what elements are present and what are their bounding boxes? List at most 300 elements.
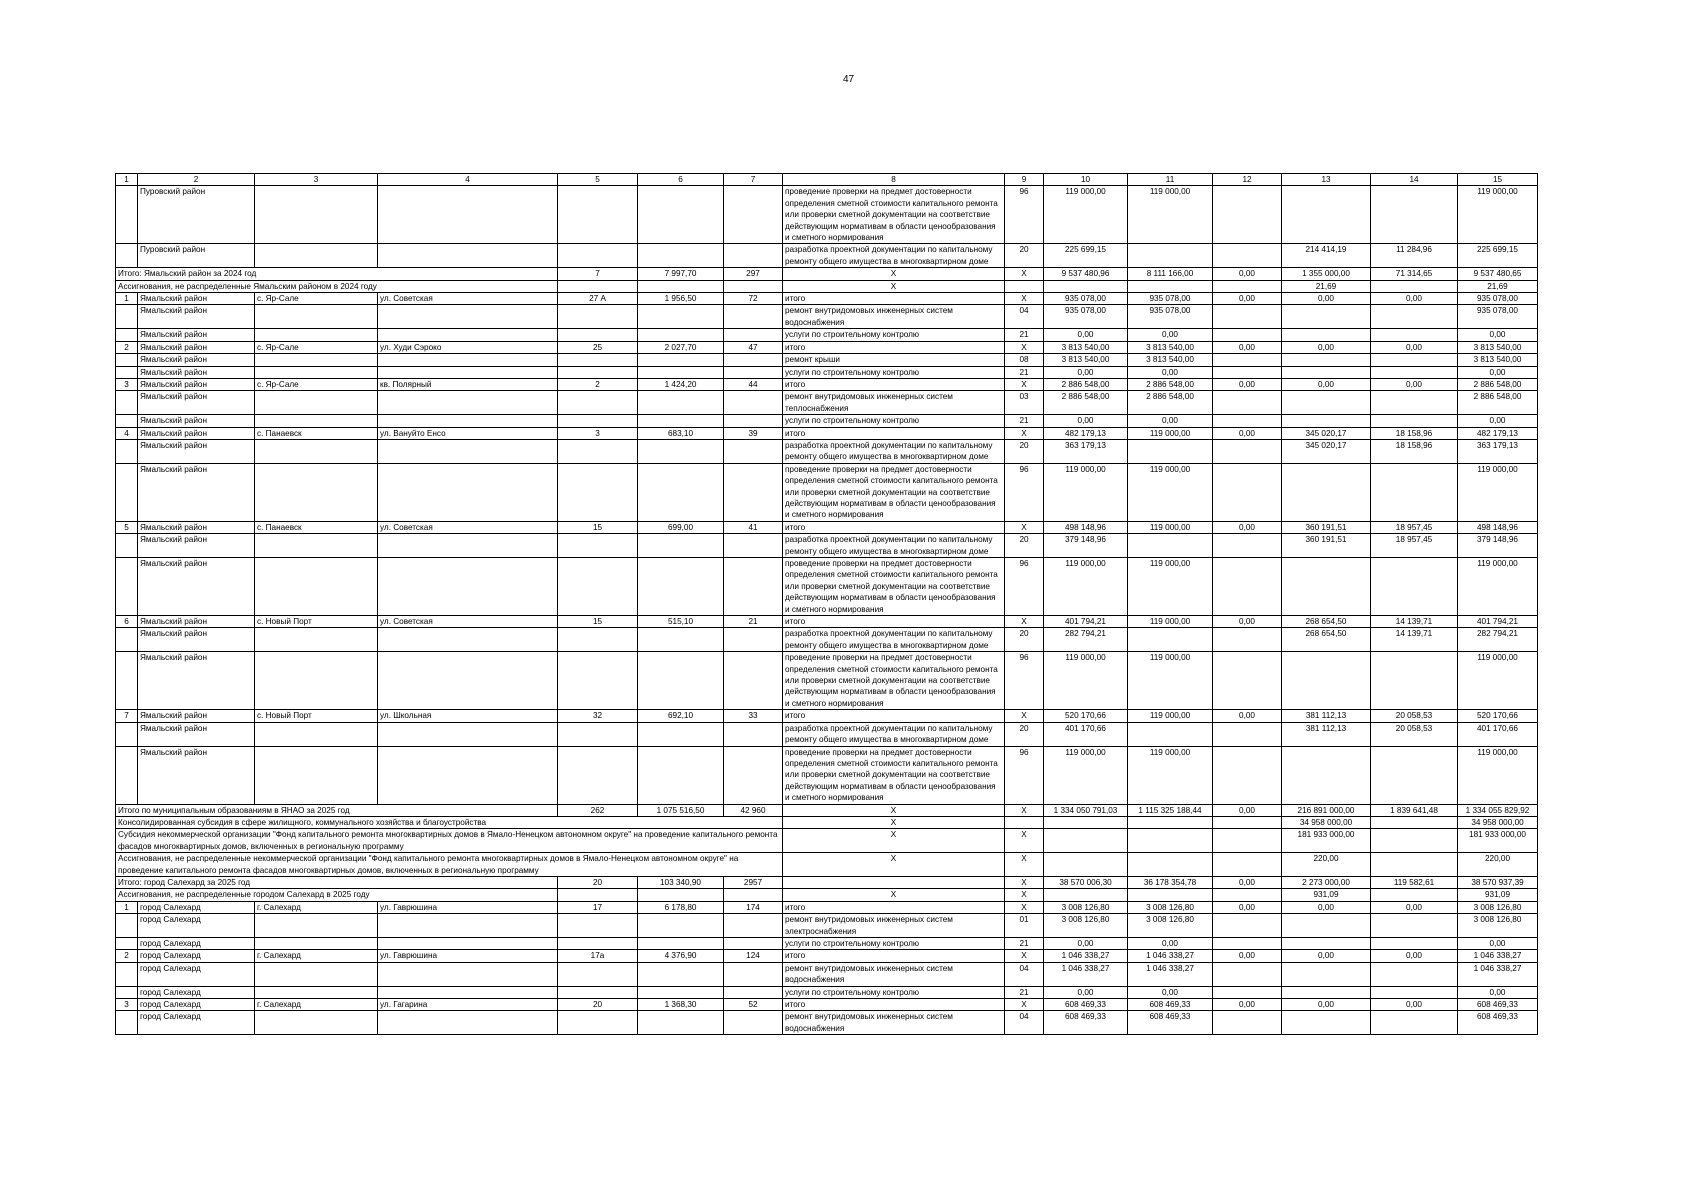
table-cell <box>1213 853 1282 877</box>
table-cell: услуги по строительному контролю <box>783 938 1005 950</box>
table-row <box>116 280 1538 292</box>
table-cell: 18 957,45 <box>1371 521 1458 533</box>
table-cell: 5 <box>116 521 138 533</box>
table-cell: Ямальский район <box>138 378 255 390</box>
table-cell: 04 <box>1005 962 1044 986</box>
table-cell <box>724 914 783 938</box>
table-cell <box>1213 816 1282 828</box>
table-cell <box>255 914 378 938</box>
table-row <box>116 938 1538 950</box>
table-cell <box>1282 938 1371 950</box>
table-cell: 17 <box>558 901 638 913</box>
table-cell: 931,09 <box>1282 889 1371 901</box>
table-row <box>116 415 1538 427</box>
table-cell: город Салехард <box>138 999 255 1011</box>
table-cell <box>116 391 138 415</box>
table-cell <box>1044 816 1128 828</box>
table-cell: X <box>1005 804 1044 816</box>
table-cell <box>1371 329 1458 341</box>
table-cell <box>1213 439 1282 463</box>
table-cell: с. Яр-Сале <box>255 293 378 305</box>
table-cell: итого <box>783 521 1005 533</box>
table-cell: 0,00 <box>1213 427 1282 439</box>
table-cell: 214 414,19 <box>1282 244 1371 268</box>
table-cell <box>1282 652 1371 710</box>
table-cell: 119 000,00 <box>1128 746 1213 804</box>
table-cell: X <box>1005 378 1044 390</box>
table-cell <box>638 305 724 329</box>
table-cell <box>724 746 783 804</box>
table-cell <box>116 415 138 427</box>
table-cell: X <box>1005 889 1044 901</box>
table-cell: 2 <box>116 950 138 962</box>
table-cell: 20 <box>1005 534 1044 558</box>
table-cell: разработка проектной документации по капитальному ремонту общего имущества в многоквартирном доме <box>783 534 1005 558</box>
table-cell: Ямальский район <box>138 628 255 652</box>
table-cell <box>378 1011 558 1035</box>
table-cell <box>724 415 783 427</box>
table-cell <box>724 244 783 268</box>
table-cell: 1 368,30 <box>638 999 724 1011</box>
table-cell: разработка проектной документации по капитальному ремонту общего имущества в многоквартирном доме <box>783 439 1005 463</box>
table-cell: 0,00 <box>1213 710 1282 722</box>
table-cell <box>1128 628 1213 652</box>
table-cell: X <box>1005 341 1044 353</box>
table-cell <box>1005 280 1044 292</box>
budget-table <box>115 173 1538 1035</box>
table-cell <box>1282 463 1371 521</box>
table-cell <box>1282 914 1371 938</box>
table-cell: 683,10 <box>638 427 724 439</box>
table-cell <box>724 1011 783 1035</box>
table-cell: 0,00 <box>1213 341 1282 353</box>
table-cell <box>1282 415 1371 427</box>
table-row <box>116 816 1538 828</box>
table-cell: 0,00 <box>1128 938 1213 950</box>
table-cell <box>378 962 558 986</box>
table-cell: проведение проверки на предмет достоверности определения сметной стоимости капитального ремонта или проверки сметной документации на соответствие действующим нормативам в области ценообразования и сметного нормирования <box>783 463 1005 521</box>
table-cell: 119 000,00 <box>1044 746 1128 804</box>
table-cell <box>724 534 783 558</box>
table-cell: 3 813 540,00 <box>1044 341 1128 353</box>
column-number: 5 <box>558 174 638 186</box>
table-cell: 33 <box>724 710 783 722</box>
table-row <box>116 962 1538 986</box>
table-cell: 38 570 937,39 <box>1458 876 1538 888</box>
table-cell: 3 008 126,80 <box>1044 914 1128 938</box>
table-cell: итого <box>783 710 1005 722</box>
table-cell <box>638 439 724 463</box>
table-cell: 21 <box>1005 329 1044 341</box>
table-cell: 119 000,00 <box>1128 616 1213 628</box>
table-cell <box>724 628 783 652</box>
table-cell: 119 000,00 <box>1128 463 1213 521</box>
table-cell: 520 170,66 <box>1458 710 1538 722</box>
table-cell: проведение проверки на предмет достоверности определения сметной стоимости капитального ремонта или проверки сметной документации на соответствие действующим нормативам в области ценообразования и сметного нормирования <box>783 186 1005 244</box>
table-cell: 0,00 <box>1213 293 1282 305</box>
table-cell: проведение проверки на предмет достоверности определения сметной стоимости капитального ремонта или проверки сметной документации на соответствие действующим нормативам в области ценообразования и сметного нормирования <box>783 558 1005 616</box>
table-cell: 3 008 126,80 <box>1128 901 1213 913</box>
table-cell <box>1371 415 1458 427</box>
table-cell: 0,00 <box>1371 901 1458 913</box>
table-cell <box>1371 829 1458 853</box>
table-cell: Ямальский район <box>138 415 255 427</box>
table-row <box>116 652 1538 710</box>
table-cell <box>638 354 724 366</box>
table-row <box>116 329 1538 341</box>
table-cell: 21 <box>724 616 783 628</box>
table-cell: 2957 <box>724 876 783 888</box>
table-cell: 7 <box>558 268 638 280</box>
table-cell: с. Яр-Сале <box>255 378 378 390</box>
table-cell: Ямальский район <box>138 354 255 366</box>
table-cell: 1 046 338,27 <box>1458 950 1538 962</box>
table-cell: 1 115 325 188,44 <box>1128 804 1213 816</box>
table-cell: г. Салехард <box>255 901 378 913</box>
table-cell <box>378 366 558 378</box>
table-cell: X <box>783 889 1005 901</box>
table-cell: 20 <box>558 876 638 888</box>
table-cell: 3 008 126,80 <box>1128 914 1213 938</box>
table-cell <box>1282 558 1371 616</box>
table-cell <box>1128 244 1213 268</box>
table-cell <box>1213 829 1282 853</box>
table-cell: 17а <box>558 950 638 962</box>
column-number: 14 <box>1371 174 1458 186</box>
table-cell <box>116 186 138 244</box>
table-row <box>116 378 1538 390</box>
table-cell: 1 839 641,48 <box>1371 804 1458 816</box>
table-cell: 0,00 <box>1213 268 1282 280</box>
summary-label: Итого: город Салехард за 2025 год <box>116 876 558 888</box>
table-cell: проведение проверки на предмет достоверности определения сметной стоимости капитального ремонта или проверки сметной документации на соответствие действующим нормативам в области ценообразования и сметного нормирования <box>783 652 1005 710</box>
table-cell: 608 469,33 <box>1044 999 1128 1011</box>
table-cell: 119 000,00 <box>1458 652 1538 710</box>
table-cell: 0,00 <box>1044 938 1128 950</box>
table-cell: 935 078,00 <box>1128 293 1213 305</box>
table-cell: Ямальский район <box>138 366 255 378</box>
table-cell: 20 <box>1005 244 1044 268</box>
table-cell <box>1128 853 1213 877</box>
table-cell: 482 179,13 <box>1044 427 1128 439</box>
table-cell: X <box>783 853 1005 877</box>
table-cell: X <box>1005 293 1044 305</box>
table-cell: 3 <box>558 427 638 439</box>
table-cell <box>558 558 638 616</box>
table-cell: город Салехард <box>138 962 255 986</box>
table-cell: ул. Худи Сэроко <box>378 341 558 353</box>
table-cell: 47 <box>724 341 783 353</box>
table-cell: 119 000,00 <box>1044 186 1128 244</box>
table-cell <box>558 280 638 292</box>
summary-label: Субсидия некоммерческой организации "Фонд капитального ремонта многоквартирных домов в Ямало-Ненецком автономном округе" на проведение капитального ремонта фасадов многоквартирных домов, включенных в региональную программу <box>116 829 783 853</box>
table-cell: город Салехард <box>138 901 255 913</box>
table-cell <box>558 329 638 341</box>
table-row <box>116 901 1538 913</box>
table-row <box>116 391 1538 415</box>
table-cell <box>1282 962 1371 986</box>
table-row <box>116 722 1538 746</box>
table-cell: 0,00 <box>1282 950 1371 962</box>
table-cell: X <box>1005 268 1044 280</box>
table-cell <box>638 722 724 746</box>
table-cell <box>1128 816 1213 828</box>
table-row <box>116 558 1538 616</box>
table-cell <box>558 354 638 366</box>
table-cell <box>638 914 724 938</box>
table-cell: услуги по строительному контролю <box>783 329 1005 341</box>
table-cell: Ямальский район <box>138 329 255 341</box>
table-cell: 119 000,00 <box>1044 463 1128 521</box>
table-cell <box>378 914 558 938</box>
table-cell: 36 178 354,78 <box>1128 876 1213 888</box>
table-cell <box>1128 280 1213 292</box>
table-cell: 1 046 338,27 <box>1128 950 1213 962</box>
table-cell: 124 <box>724 950 783 962</box>
table-cell: 38 570 006,30 <box>1044 876 1128 888</box>
table-cell <box>1282 329 1371 341</box>
table-cell <box>1005 816 1044 828</box>
table-cell <box>1213 889 1282 901</box>
table-row <box>116 427 1538 439</box>
table-cell: 608 469,33 <box>1458 999 1538 1011</box>
table-cell: 04 <box>1005 305 1044 329</box>
table-cell: 345 020,17 <box>1282 439 1371 463</box>
table-cell <box>378 354 558 366</box>
table-cell: ул. Советская <box>378 616 558 628</box>
table-cell: Ямальский район <box>138 558 255 616</box>
table-cell: 71 314,65 <box>1371 268 1458 280</box>
table-cell <box>558 186 638 244</box>
table-cell: 11 284,96 <box>1371 244 1458 268</box>
table-row <box>116 829 1538 853</box>
table-cell: X <box>783 280 1005 292</box>
table-cell <box>1213 415 1282 427</box>
table-cell: ремонт внутридомовых инженерных систем водоснабжения <box>783 305 1005 329</box>
table-cell <box>378 534 558 558</box>
column-number: 2 <box>138 174 255 186</box>
table-cell: город Салехард <box>138 938 255 950</box>
table-cell <box>1213 280 1282 292</box>
table-cell <box>255 652 378 710</box>
table-cell <box>1044 280 1128 292</box>
table-cell: Ямальский район <box>138 652 255 710</box>
table-cell: 119 000,00 <box>1128 558 1213 616</box>
table-cell <box>558 746 638 804</box>
table-cell <box>558 439 638 463</box>
column-number: 6 <box>638 174 724 186</box>
table-cell <box>255 558 378 616</box>
table-cell <box>1371 391 1458 415</box>
table-cell: 0,00 <box>1458 366 1538 378</box>
table-cell: 15 <box>558 616 638 628</box>
table-cell <box>116 329 138 341</box>
table-cell: Ямальский район <box>138 521 255 533</box>
table-cell <box>1371 889 1458 901</box>
table-cell <box>1044 889 1128 901</box>
table-row <box>116 463 1538 521</box>
table-cell <box>638 280 724 292</box>
column-number-row <box>116 174 1538 186</box>
table-cell <box>255 534 378 558</box>
table-cell <box>724 652 783 710</box>
table-cell <box>1371 746 1458 804</box>
table-cell: 0,00 <box>1044 986 1128 998</box>
table-cell <box>378 439 558 463</box>
table-cell <box>558 244 638 268</box>
table-cell: ул. Вануйто Енсо <box>378 427 558 439</box>
table-cell: ул. Советская <box>378 521 558 533</box>
table-cell <box>116 986 138 998</box>
table-cell: 20 058,53 <box>1371 710 1458 722</box>
table-cell: город Салехард <box>138 914 255 938</box>
table-cell <box>116 534 138 558</box>
table-cell <box>255 938 378 950</box>
table-cell: 2 <box>116 341 138 353</box>
table-cell <box>1213 938 1282 950</box>
table-row <box>116 305 1538 329</box>
table-cell <box>378 463 558 521</box>
table-cell <box>1213 722 1282 746</box>
table-cell <box>558 534 638 558</box>
table-cell <box>638 391 724 415</box>
table-cell: 0,00 <box>1128 986 1213 998</box>
table-cell: 699,00 <box>638 521 724 533</box>
table-cell: 282 794,21 <box>1458 628 1538 652</box>
table-row <box>116 914 1538 938</box>
table-cell: 3 813 540,00 <box>1458 354 1538 366</box>
table-cell <box>638 628 724 652</box>
table-cell: Ямальский район <box>138 710 255 722</box>
table-cell <box>724 463 783 521</box>
table-cell: 21 <box>1005 366 1044 378</box>
table-cell: ул. Советская <box>378 293 558 305</box>
table-row <box>116 293 1538 305</box>
table-cell: услуги по строительному контролю <box>783 366 1005 378</box>
table-cell <box>724 938 783 950</box>
table-cell: 03 <box>1005 391 1044 415</box>
table-cell: 2 886 548,00 <box>1458 391 1538 415</box>
table-cell: 3 <box>116 378 138 390</box>
table-cell <box>558 938 638 950</box>
table-cell: 119 000,00 <box>1044 558 1128 616</box>
table-cell: 498 148,96 <box>1044 521 1128 533</box>
table-cell <box>255 186 378 244</box>
table-cell <box>255 366 378 378</box>
table-cell: 96 <box>1005 463 1044 521</box>
table-cell: 3 813 540,00 <box>1458 341 1538 353</box>
table-cell: 20 058,53 <box>1371 722 1458 746</box>
table-cell <box>1371 558 1458 616</box>
table-cell: 220,00 <box>1458 853 1538 877</box>
table-cell <box>116 463 138 521</box>
table-cell <box>638 986 724 998</box>
table-cell <box>1213 746 1282 804</box>
table-cell: 119 000,00 <box>1458 558 1538 616</box>
table-cell: 52 <box>724 999 783 1011</box>
table-cell <box>638 652 724 710</box>
table-cell: г. Салехард <box>255 950 378 962</box>
table-cell <box>638 329 724 341</box>
table-cell: X <box>783 804 1005 816</box>
table-cell <box>638 244 724 268</box>
table-cell <box>724 439 783 463</box>
table-cell: 96 <box>1005 746 1044 804</box>
table-cell <box>1282 354 1371 366</box>
table-cell <box>116 558 138 616</box>
table-cell: 401 794,21 <box>1458 616 1538 628</box>
summary-label: Ассигнования, не распределенные Ямальским районом в 2024 году <box>116 280 558 292</box>
table-cell: X <box>1005 999 1044 1011</box>
table-cell <box>255 986 378 998</box>
table-cell <box>558 889 638 901</box>
table-cell <box>638 962 724 986</box>
table-cell: 181 933 000,00 <box>1458 829 1538 853</box>
table-cell <box>255 746 378 804</box>
table-cell <box>638 463 724 521</box>
table-row <box>116 889 1538 901</box>
table-cell <box>724 280 783 292</box>
table-cell: 0,00 <box>1213 616 1282 628</box>
table-cell: 2 273 000,00 <box>1282 876 1371 888</box>
table-cell: 401 794,21 <box>1044 616 1128 628</box>
table-cell: с. Новый Порт <box>255 616 378 628</box>
table-cell: 0,00 <box>1213 378 1282 390</box>
table-cell <box>378 746 558 804</box>
table-cell: итого <box>783 293 1005 305</box>
table-cell <box>116 652 138 710</box>
table-cell: 0,00 <box>1371 378 1458 390</box>
table-cell: 608 469,33 <box>1044 1011 1128 1035</box>
table-cell: 482 179,13 <box>1458 427 1538 439</box>
table-cell: 345 020,17 <box>1282 427 1371 439</box>
table-cell <box>724 986 783 998</box>
table-cell: 2 886 548,00 <box>1044 391 1128 415</box>
table-cell: X <box>1005 876 1044 888</box>
table-cell <box>1128 829 1213 853</box>
table-cell: 0,00 <box>1044 415 1128 427</box>
table-cell: 262 <box>558 804 638 816</box>
table-cell: 14 139,71 <box>1371 616 1458 628</box>
table-cell <box>1128 534 1213 558</box>
table-cell <box>1213 914 1282 938</box>
table-cell: 119 000,00 <box>1128 710 1213 722</box>
table-cell: 3 813 540,00 <box>1128 354 1213 366</box>
table-row <box>116 746 1538 804</box>
table-row <box>116 628 1538 652</box>
table-cell: 21 <box>1005 986 1044 998</box>
table-cell: 1 046 338,27 <box>1458 962 1538 986</box>
table-cell: Ямальский район <box>138 391 255 415</box>
table-cell: 268 654,50 <box>1282 628 1371 652</box>
table-cell: X <box>1005 853 1044 877</box>
table-cell <box>558 391 638 415</box>
table-cell: 608 469,33 <box>1458 1011 1538 1035</box>
table-cell <box>1213 354 1282 366</box>
table-cell: 1 <box>116 901 138 913</box>
table-cell <box>558 1011 638 1035</box>
table-cell: 103 340,90 <box>638 876 724 888</box>
table-cell <box>558 305 638 329</box>
column-number: 13 <box>1282 174 1371 186</box>
table-cell: ул. Школьная <box>378 710 558 722</box>
table-cell <box>724 354 783 366</box>
table-cell: 119 000,00 <box>1044 652 1128 710</box>
table-cell: 3 813 540,00 <box>1044 354 1128 366</box>
page-number: 47 <box>842 74 855 85</box>
table-cell: 379 148,96 <box>1044 534 1128 558</box>
table-cell: кв. Полярный <box>378 378 558 390</box>
